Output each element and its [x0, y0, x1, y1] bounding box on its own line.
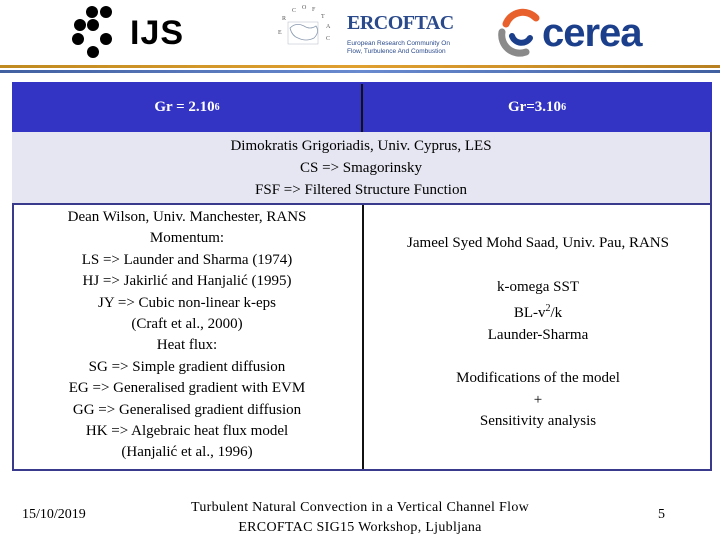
cerea-swirl-icon: [496, 8, 540, 58]
left-model-jy: JY => Cubic non-linear k-eps: [98, 294, 276, 311]
right-author: Jameel Syed Mohd Saad, Univ. Pau, RANS: [407, 235, 669, 251]
left-author: Dean Wilson, Univ. Manchester, RANS: [67, 209, 307, 225]
right-note-plus: +: [533, 391, 543, 408]
les-model-cs: CS => Smagorinsky: [300, 159, 422, 176]
header-rule-gold: [0, 65, 720, 68]
footer-date: 15/10/2019: [22, 507, 86, 522]
left-momentum-label: Momentum:: [149, 230, 225, 247]
right-note-modifications: Modifications of the model: [456, 370, 620, 386]
left-model-hj: HJ => Jakirlić and Hanjalić (1995): [82, 273, 292, 290]
ercoftac-subtitle: European Research Community On Flow, Turbulence And Combustion: [347, 40, 450, 55]
ijs-dots-icon: [72, 6, 114, 58]
header-rule-blue: [0, 70, 720, 73]
left-model-eg: EG => Generalised gradient with EVM: [68, 380, 306, 397]
left-cell-manchester: [14, 207, 360, 464]
svg-text:O: O: [302, 5, 307, 11]
ijs-logo-text: IJS: [130, 13, 185, 52]
comparison-table: [12, 82, 712, 471]
ercoftac-ring-icon: [272, 4, 334, 56]
body-divider: [362, 205, 364, 469]
svg-text:T: T: [321, 14, 325, 20]
right-model-launder-sharma: Launder-Sharma: [487, 326, 589, 343]
cerea-logo: [496, 4, 642, 62]
svg-text:C: C: [326, 36, 331, 42]
right-model-komega: k-omega SST: [496, 278, 580, 295]
ijs-logo: [72, 6, 184, 58]
slide-footer: [0, 496, 720, 540]
right-model-blv2k: $BL-v^2/k$: [513, 303, 563, 321]
header-gr-2e6: Gr = 2.10 6: [154, 98, 220, 115]
ercoftac-title: ERCOFTAC: [347, 12, 454, 34]
logo-bar: [0, 0, 720, 64]
footer-page-number: 5: [658, 507, 665, 522]
svg-text:C: C: [292, 8, 297, 14]
right-cell-pau: [366, 205, 710, 469]
left-model-ls: LS => Launder and Sharma (1974): [81, 251, 293, 268]
table-header-row: [12, 82, 712, 132]
header-gr-3e6: Gr=3.10 6: [507, 98, 567, 115]
footer-title-line1: Turbulent Natural Convection in a Vertical Channel Flow: [190, 500, 530, 515]
les-author: Dimokratis Grigoriadis, Univ. Cyprus, LES: [230, 137, 492, 154]
right-note-sensitivity: Sensitivity analysis: [479, 413, 597, 429]
left-model-hk: HK => Algebraic heat flux model: [85, 423, 289, 440]
left-model-sg: SG => Simple gradient diffusion: [88, 358, 286, 375]
left-model-jy-ref: (Craft et al., 2000): [131, 316, 243, 333]
left-heatflux-label: Heat flux:: [156, 337, 218, 354]
rans-row: [12, 205, 712, 471]
footer-title: [160, 498, 560, 538]
ercoftac-logo: [272, 2, 452, 62]
cerea-logo-text: cerea: [542, 10, 642, 55]
svg-text:F: F: [312, 7, 316, 13]
les-model-fsf: FSF => Filtered Structure Function: [255, 181, 467, 198]
left-model-hk-ref: (Hanjalić et al., 1996): [121, 444, 253, 461]
header-divider: [361, 84, 363, 132]
footer-title-line2: ERCOFTAC SIG15 Workshop, Ljubljana: [238, 520, 482, 535]
svg-text:R: R: [282, 16, 287, 22]
les-row: [12, 132, 712, 205]
left-model-gg: GG => Generalised gradient diffusion: [72, 401, 302, 418]
svg-text:A: A: [326, 24, 331, 30]
svg-text:E: E: [278, 30, 282, 36]
